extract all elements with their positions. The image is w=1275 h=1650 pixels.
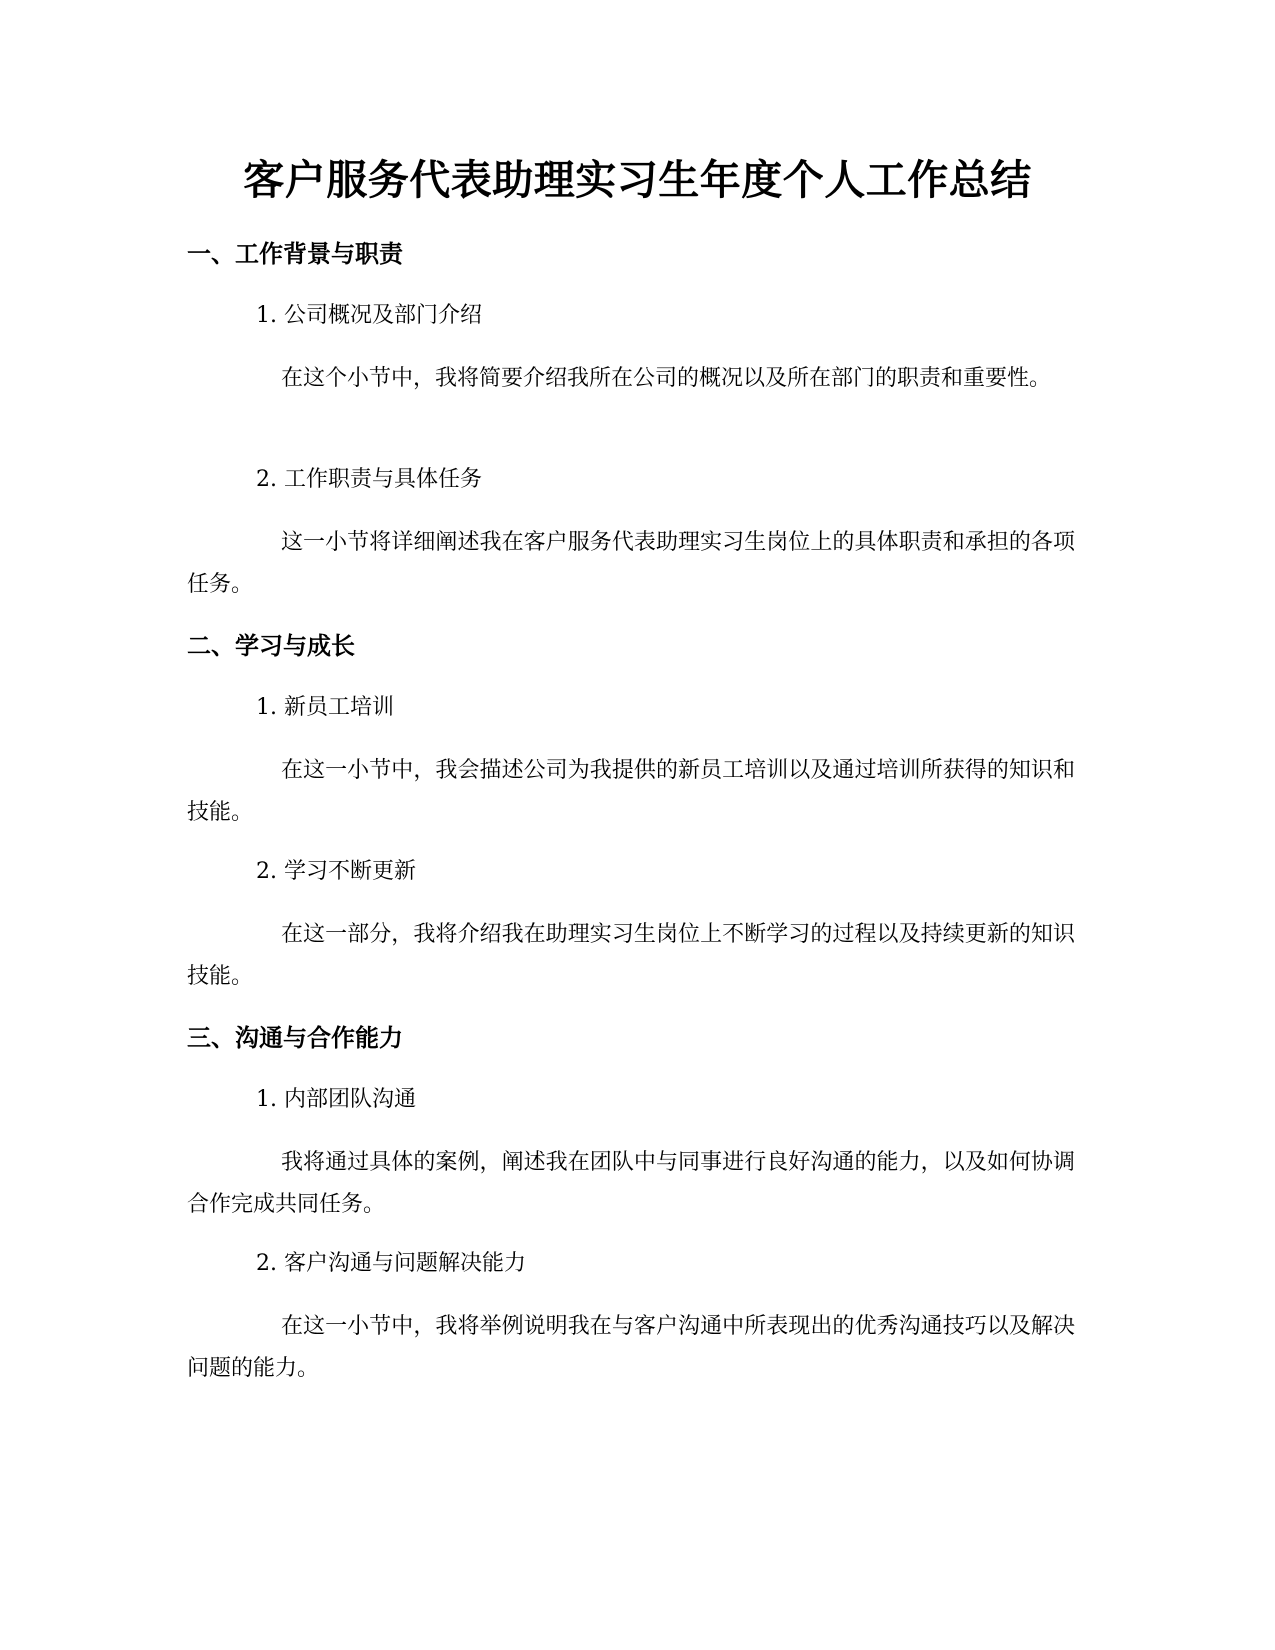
- paragraph-1-1: 在这个小节中，我将简要介绍我所在公司的概况以及所在部门的职责和重要性。: [281, 366, 1052, 391]
- subsection-title-2-1: 1. 新员工培训: [256, 695, 394, 720]
- paragraph-3-1: 我将通过具体的案例，阐述我在团队中与同事进行良好沟通的能力，以及如何协调合作完成共同任务。: [187, 1150, 1075, 1217]
- paragraph-1-2: 这一小节将详细阐述我在客户服务代表助理实习生岗位上的具体职责和承担的各项任务。: [187, 530, 1075, 597]
- subsection-title-3-2: 2. 客户沟通与问题解决能力: [256, 1251, 526, 1276]
- subsection-title-2-2: 2. 学习不断更新: [256, 859, 416, 884]
- document-title: 客户服务代表助理实习生年度个人工作总结: [243, 156, 1032, 204]
- subsection-title-1-1: 1. 公司概况及部门介绍: [256, 303, 482, 328]
- subsection-title-1-2: 2. 工作职责与具体任务: [256, 467, 482, 492]
- section-heading-3: 三、沟通与合作能力: [187, 1024, 403, 1052]
- section-heading-2: 二、学习与成长: [187, 632, 355, 660]
- paragraph-2-2: 在这一部分，我将介绍我在助理实习生岗位上不断学习的过程以及持续更新的知识技能。: [187, 922, 1075, 989]
- section-heading-1: 一、工作背景与职责: [187, 240, 403, 268]
- paragraph-3-2: 在这一小节中，我将举例说明我在与客户沟通中所表现出的优秀沟通技巧以及解决问题的能力。: [187, 1314, 1075, 1381]
- paragraph-2-1: 在这一小节中，我会描述公司为我提供的新员工培训以及通过培训所获得的知识和技能。: [187, 758, 1075, 825]
- subsection-title-3-1: 1. 内部团队沟通: [256, 1087, 416, 1112]
